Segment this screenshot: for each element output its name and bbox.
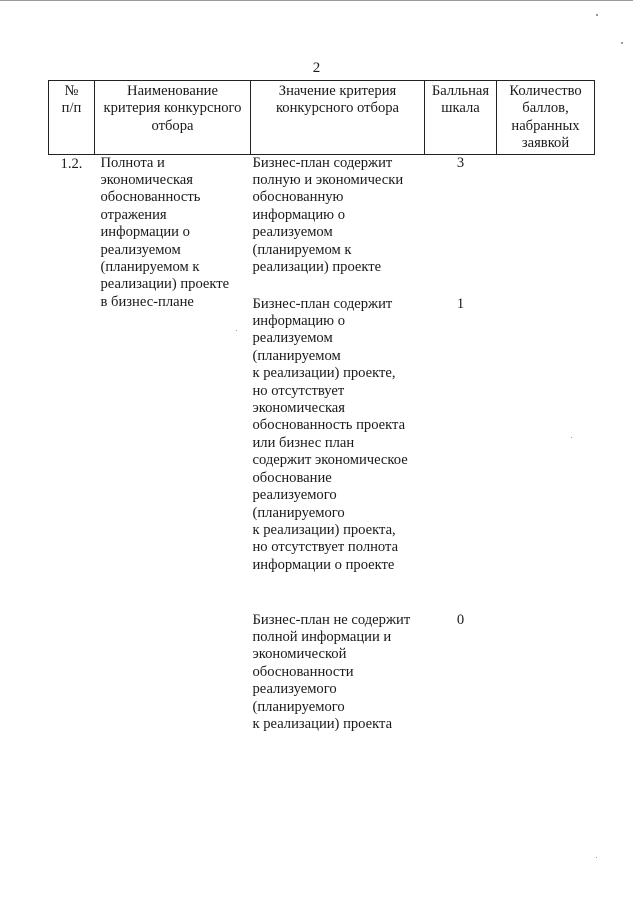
table-row: [49, 154, 595, 733]
criterion-option-3: Бизнес-план не содержит полной информации и экономической обоснованности реализуемого (планируемого к реализации) проекта: [252, 611, 411, 733]
scan-speck: [621, 42, 623, 44]
header-criterion-name-label: Наименование критерия конкурсного отбора: [103, 83, 242, 134]
header-criterion-value-label: Значение критерия конкурсного отбора: [275, 83, 400, 117]
row-score-scale: [425, 154, 497, 733]
header-score-scale-label: Балльная шкала: [431, 83, 490, 117]
table-header-row: [49, 81, 595, 155]
criteria-table: [48, 80, 595, 733]
scan-speck: [596, 14, 598, 16]
score-option-2: 1: [456, 295, 465, 312]
scan-speck: [596, 857, 597, 858]
scan-speck: [236, 330, 237, 331]
header-criterion-name: [95, 81, 251, 155]
scan-speck: [571, 437, 572, 438]
header-points-scored-label: Количество баллов, набранных заявкой: [509, 83, 582, 152]
score-option-1: 3: [456, 154, 465, 171]
score-option-3: 0: [456, 611, 465, 628]
header-number-label: № п/п: [61, 83, 82, 117]
criterion-option-2: Бизнес-план содержит информацию о реализуемом (планируемом к реализации) проекте, но отсутствует экономическая обоснованность проекта или бизнес план содержит экономическое обоснование реализуемого (планируемого к реализации) проекта, но отсутствует полнота информации о проекте: [252, 295, 408, 573]
page-number: 2: [312, 60, 321, 76]
row-number: 1.2.: [60, 155, 83, 172]
header-criterion-value: [251, 81, 425, 155]
header-number: [49, 81, 95, 155]
header-score-scale: [425, 81, 497, 155]
header-points-scored: [497, 81, 595, 155]
row-criterion-name: Полнота и экономическая обоснованность отражения информации о реализуемом (планируемом к реализации) проекте в бизнес-плане: [100, 154, 230, 310]
criterion-option-1: Бизнес-план содержит полную и экономически обоснованную информацию о реализуемом (планируемом к реализации) проекте: [252, 154, 404, 276]
row-criterion-values: [251, 154, 425, 733]
row-points-scored: [497, 154, 595, 733]
scan-top-edge: [0, 0, 633, 1]
